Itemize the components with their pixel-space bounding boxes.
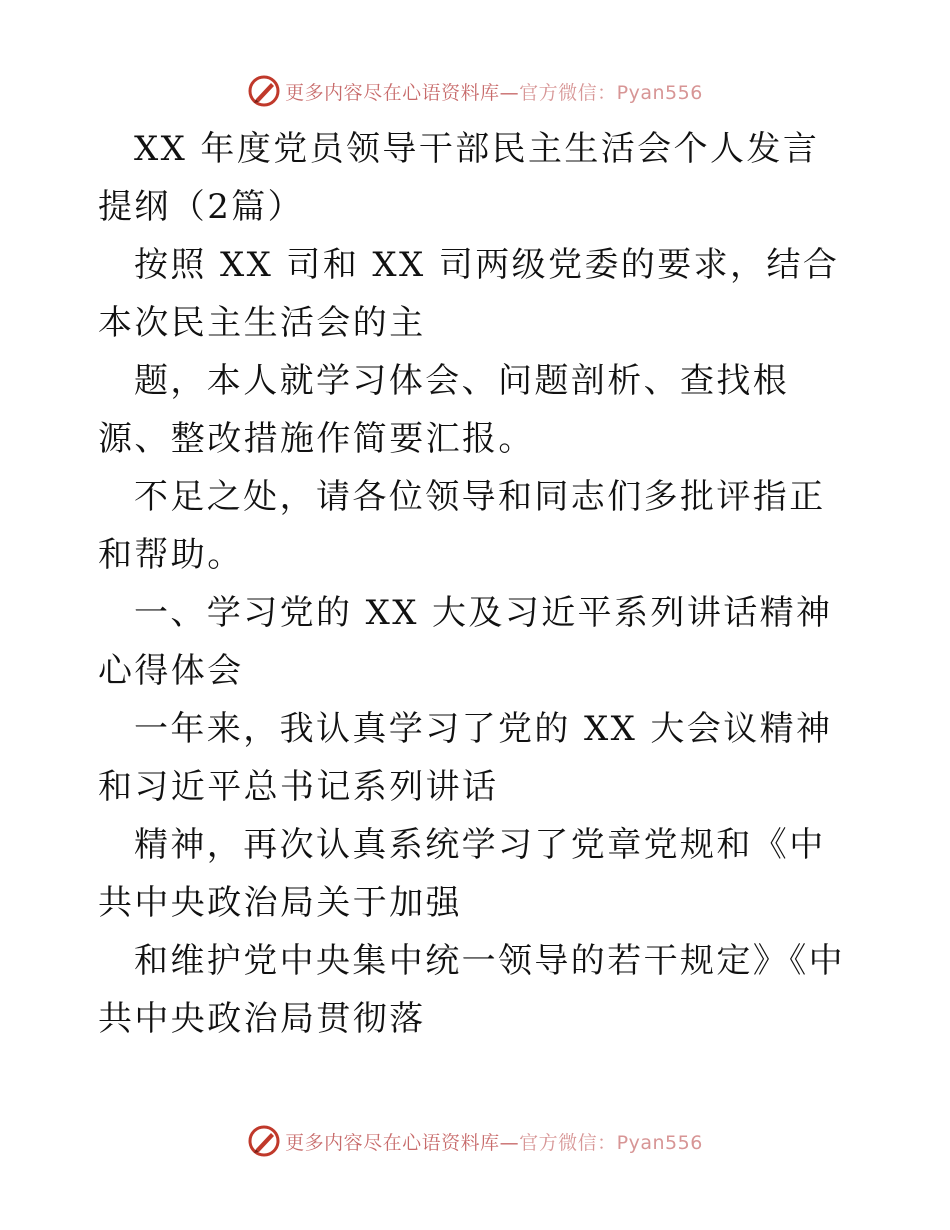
watermark-text: 更多内容尽在心语资料库—官方微信：Pyan556 <box>285 1131 703 1154</box>
paragraph: 题，本人就学习体会、问题剖析、查找根源、整改措施作简要汇报。 <box>98 361 790 459</box>
paragraph: 按照 XX 司和 XX 司两级党委的要求，结合本次民主生活会的主 <box>98 245 840 343</box>
section-heading: 一、学习党的 XX 大及习近平系列讲话精神心得体会 <box>98 593 833 691</box>
paragraph: 不足之处，请各位领导和同志们多批评指正和帮助。 <box>98 477 826 575</box>
document-body <box>98 120 850 1048</box>
paragraph: 一年来，我认真学习了党的 XX 大会议精神和习近平总书记系列讲话 <box>98 709 833 807</box>
pen-logo-icon <box>247 74 281 108</box>
header-watermark <box>0 71 950 111</box>
document-title: XX 年度党员领导干部民主生活会个人发言提纲（2篇） <box>98 129 820 227</box>
paragraph: 精神，再次认真系统学习了党章党规和《中共中央政治局关于加强 <box>98 825 826 923</box>
pen-logo-icon <box>247 1124 281 1158</box>
footer-watermark <box>0 1121 950 1161</box>
paragraph: 和维护党中央集中统一领导的若干规定》《中共中央政治局贯彻落 <box>98 941 845 1039</box>
watermark-text: 更多内容尽在心语资料库—官方微信：Pyan556 <box>285 81 703 104</box>
